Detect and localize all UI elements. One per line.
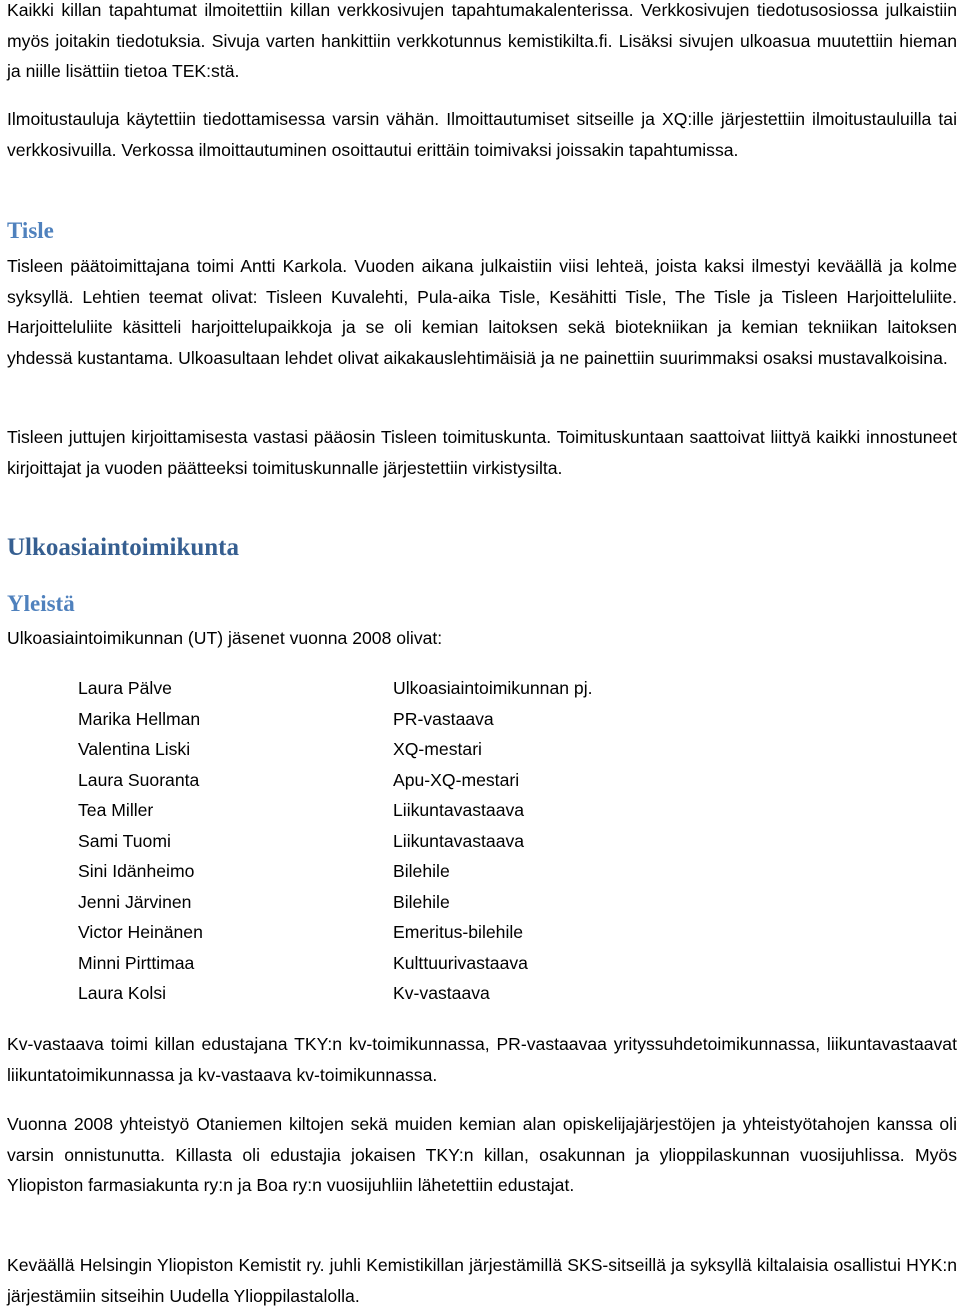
- member-name: Laura Suoranta: [78, 769, 200, 790]
- list-item: [78, 978, 593, 1009]
- member-role: Ulkoasiaintoimikunnan pj.: [393, 678, 593, 698]
- member-name: Jenni Järvinen: [78, 891, 192, 912]
- list-item: [78, 765, 593, 796]
- paragraph-kv-roles: Kv-vastaava toimi killan edustajana TKY:n kv-toimikunnassa, PR-vastaavaa yrityssuhdetoimikunnassa, liikuntavastaavat liikuntatoimikunnassa ja kv-vastaava kv-toimikunnassa.: [7, 1034, 957, 1085]
- member-name: Sini Idänheimo: [78, 861, 195, 881]
- member-role: Emeritus-bilehile: [393, 922, 524, 942]
- member-role: Liikuntavastaava: [393, 830, 525, 851]
- paragraph-tisle-editor: Tisleen päätoimittajana toimi Antti Karkola. Vuoden aikana julkaistiin viisi lehteä, joista kaksi ilmestyi keväällä ja kolme syksyllä. Lehtien teemat olivat: Tisleen Kuvalehti, Pula-aika Tisle, Kesähitti Tisle, The Tisle ja Tisleen Harjoitteluliite. Harjoitteluliite käsitteli harjoittelupaikkoja ja se oli kemian laitoksen sekä biotekniikan ja kemian tekniikan laitoksen yhdessä kustantama. Ulkoasultaan lehdet olivat aikakauslehtimäisiä ja ne painettiin suurimmaksi osaksi mustavalkoisina.: [7, 256, 957, 368]
- list-item: [78, 948, 593, 979]
- heading-yleista: Yleistä: [7, 591, 75, 616]
- member-name: Sami Tuomi: [78, 830, 171, 851]
- paragraph-tisle-staff: Tisleen juttujen kirjoittamisesta vastasi pääosin Tisleen toimituskunta. Toimituskuntaan saattoivat liittyä kaikki innostuneet kirjoittajat ja vuoden päätteeksi toimituskunnalle järjestettiin virkistysilta.: [7, 427, 957, 478]
- member-role: Kulttuurivastaava: [393, 952, 528, 973]
- list-item: [78, 704, 593, 735]
- member-role: Apu-XQ-mestari: [393, 769, 520, 790]
- member-role: Kv-vastaava: [393, 983, 490, 1003]
- member-name: Laura Kolsi: [78, 983, 167, 1003]
- list-item: [78, 734, 593, 765]
- list-item: [78, 887, 593, 918]
- list-item: [78, 917, 593, 948]
- paragraph-spring-events: Keväällä Helsingin Yliopiston Kemistit ry. juhli Kemistikillan järjestämillä SKS-sitseillä ja syksyllä kiltalaisia osallistui HYK:n järjestämiin sitseihin Uudella Ylioppilastalolla.: [7, 1255, 957, 1306]
- member-role: XQ-mestari: [393, 739, 482, 759]
- list-item: [78, 795, 593, 826]
- member-role: Liikuntavastaava: [393, 800, 525, 820]
- list-item: [78, 826, 593, 857]
- heading-tisle: Tisle: [7, 218, 54, 243]
- member-name: Valentina Liski: [78, 739, 191, 759]
- heading-ulkoasiaintoimikunta: Ulkoasiaintoimikunta: [7, 534, 240, 561]
- member-name: Tea Miller: [78, 800, 154, 820]
- member-role: PR-vastaava: [393, 708, 494, 729]
- member-name: Marika Hellman: [78, 708, 201, 729]
- list-item: [78, 856, 593, 887]
- member-list: [78, 673, 593, 1009]
- paragraph-notice-boards: Ilmoitustauluja käytettiin tiedottamisessa varsin vähän. Ilmoittautumiset sitseille ja XQ:ille järjestettiin ilmoitustauluilla tai verkkosivuilla. Verkossa ilmoittautuminen osoittautui erittäin toimivaksi joissakin tapahtumissa.: [7, 109, 957, 160]
- paragraph-web-announcements: Kaikki killan tapahtumat ilmoitettiin killan verkkosivujen tapahtumakalenterissa. Verkkosivujen tiedotusosiossa julkaistiin myös joitakin tiedotuksia. Sivuja varten hankittiin verkkotunnus kemistikilta.fi. Lisäksi sivujen ulkoasua muutettiin hieman ja niille lisättiin tietoa TEK:stä.: [7, 0, 957, 82]
- member-name: Victor Heinänen: [78, 922, 203, 942]
- paragraph-cooperation: Vuonna 2008 yhteistyö Otaniemen kiltojen sekä muiden kemian alan opiskelijajärjestöjen ja yhteistyötahojen kanssa oli varsin onnistunutta. Killasta oli edustajia jokaisen TKY:n killan, osakunnan ja ylioppilaskunnan vuosijuhlissa. Myös Yliopiston farmasiakunta ry:n ja Boa ry:n vuosijuhliin lähetettiin edustajat.: [7, 1114, 957, 1196]
- member-role: Bilehile: [393, 861, 450, 881]
- member-name: Laura Pälve: [78, 678, 172, 698]
- paragraph-members-intro: Ulkoasiaintoimikunnan (UT) jäsenet vuonna 2008 olivat:: [7, 628, 443, 648]
- list-item: [78, 673, 593, 704]
- member-name: Minni Pirttimaa: [78, 952, 195, 973]
- member-role: Bilehile: [393, 891, 450, 912]
